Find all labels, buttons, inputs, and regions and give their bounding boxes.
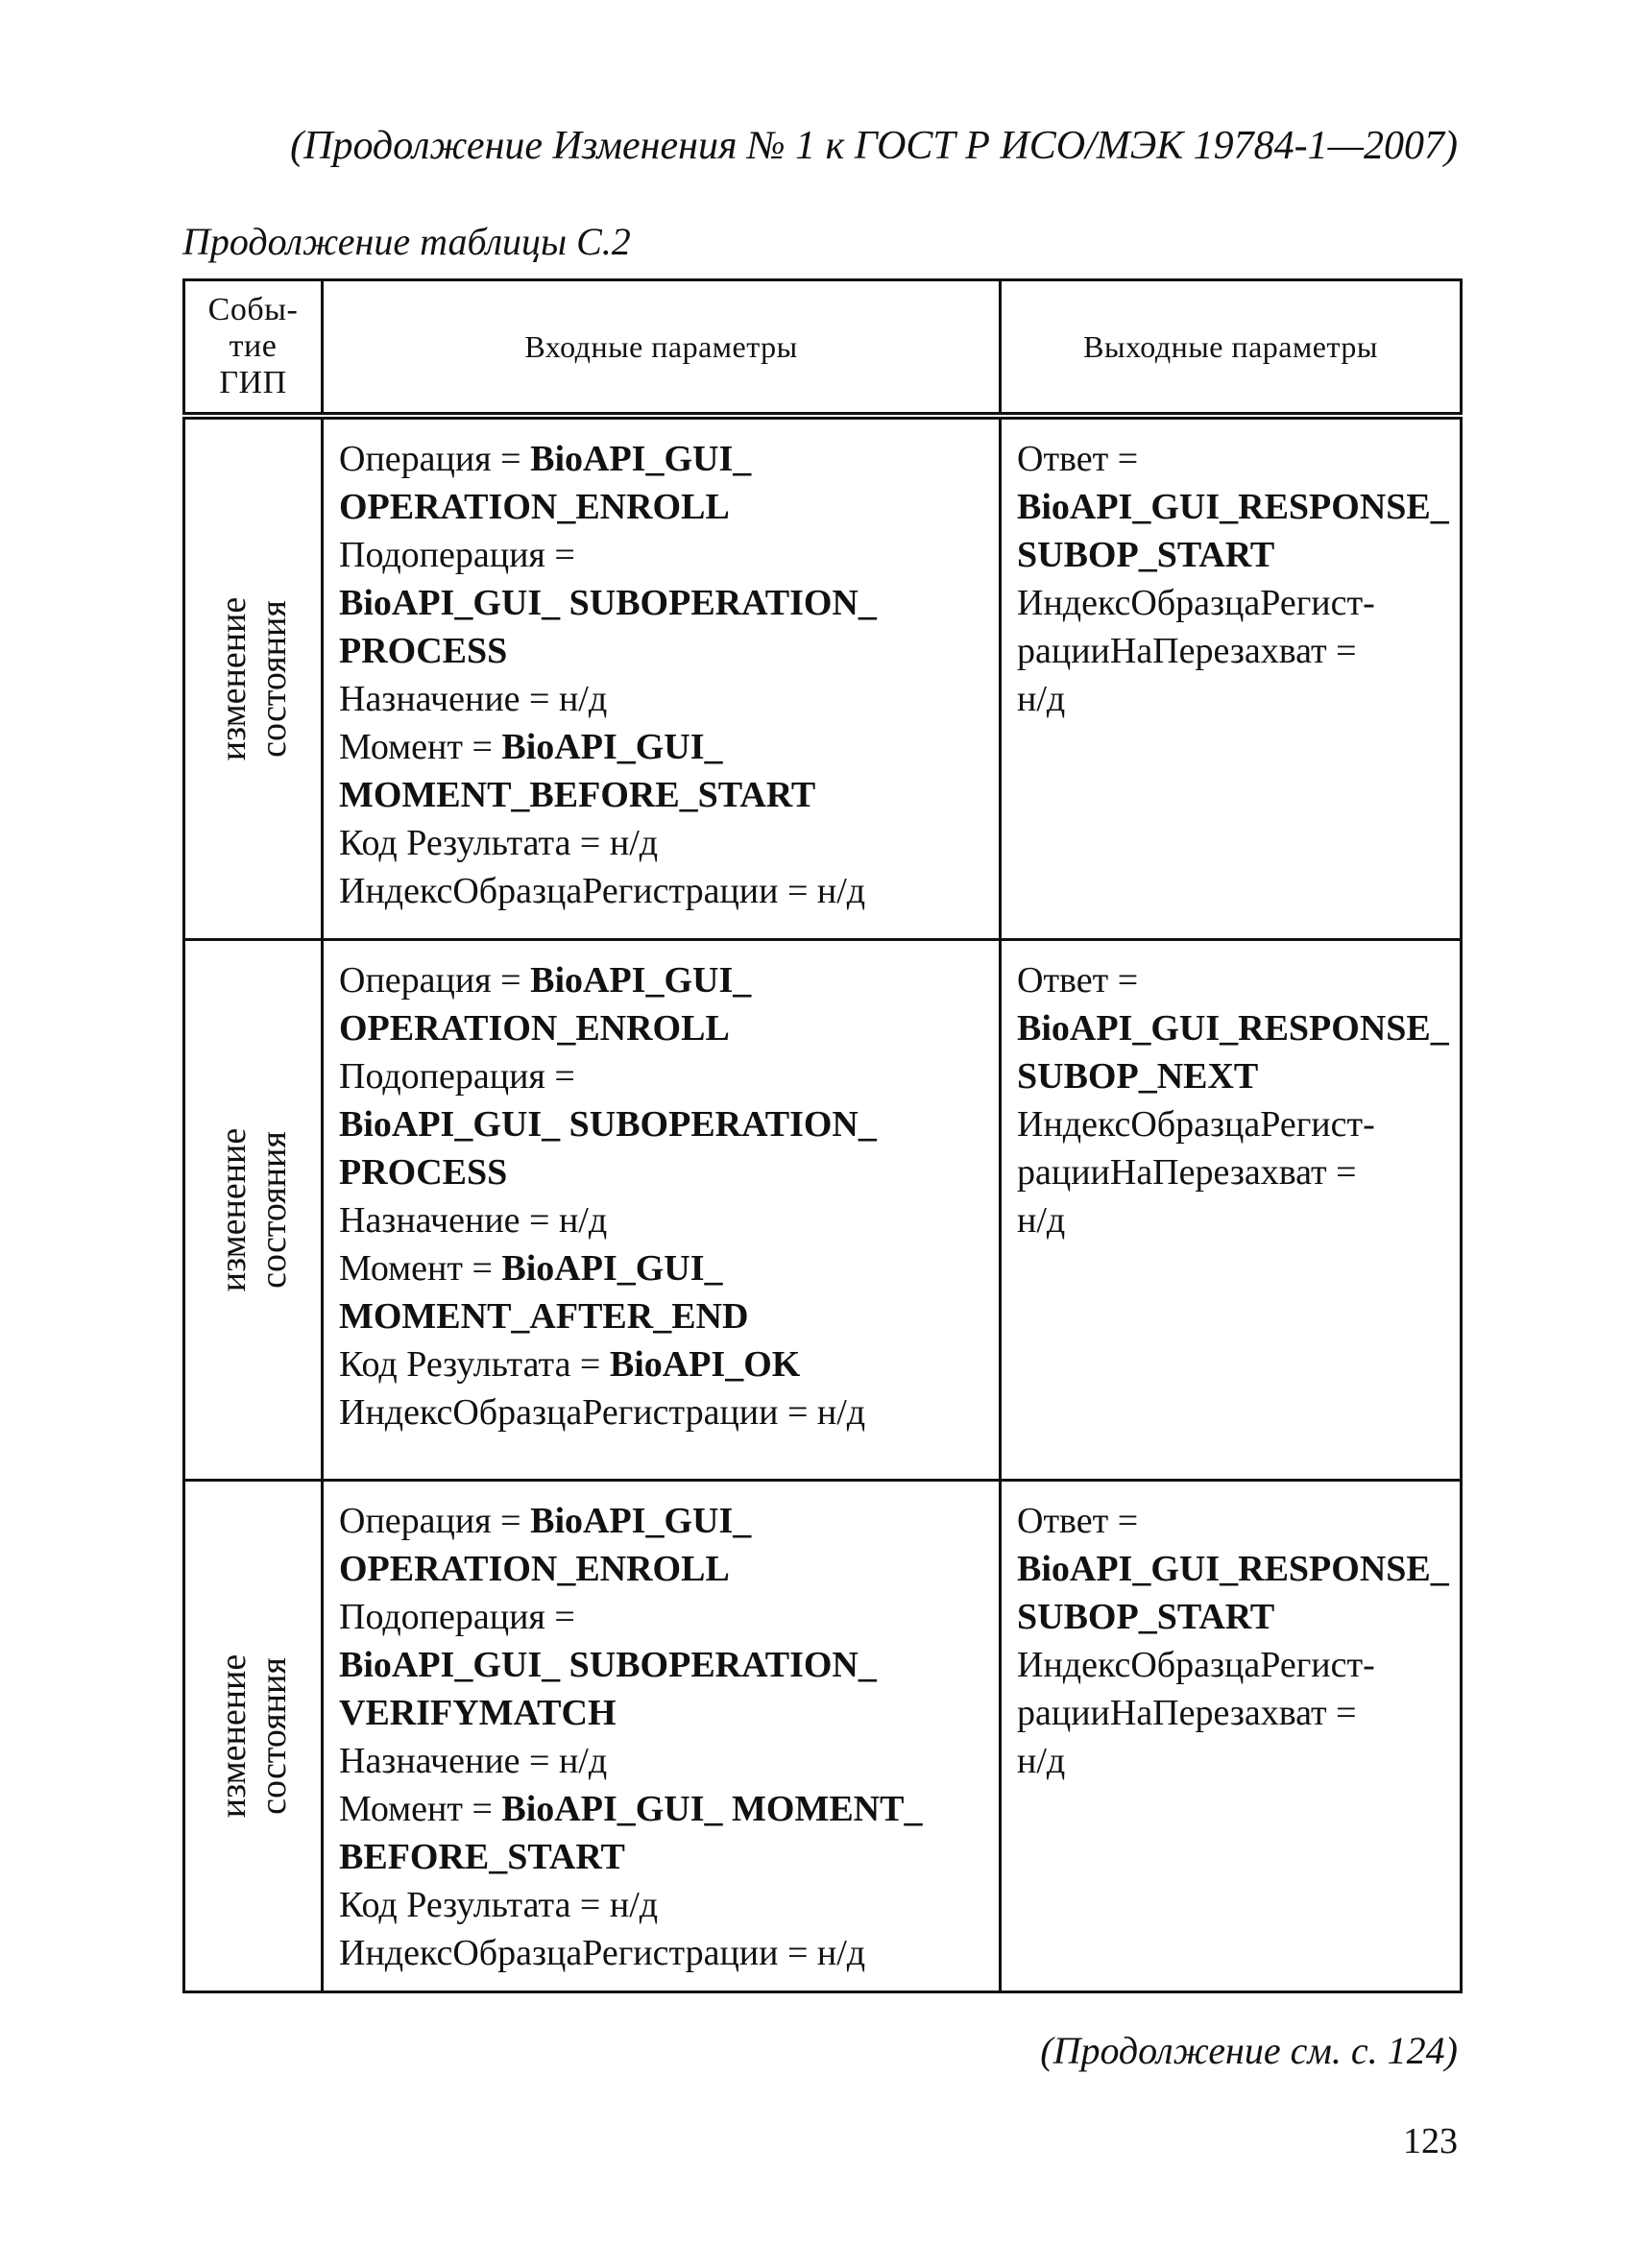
output-param-line: [1017, 1737, 1446, 1785]
input-param-line: [339, 1244, 985, 1292]
output-param-line: [1017, 1148, 1446, 1196]
param-text: Код Результата = н/д: [339, 823, 659, 863]
output-param-line: [1017, 483, 1449, 531]
event-cell: [184, 1481, 323, 1992]
param-constant: BioAPI_GUI_: [501, 1248, 723, 1289]
event-label-line: состояния: [253, 600, 294, 758]
param-text: Подоперация =: [339, 535, 575, 575]
param-constant: MOMENT_BEFORE_START: [339, 775, 816, 815]
running-header: (Продолжение Изменения № 1 к ГОСТ Р ИСО/МЭК 19784-1—2007): [290, 124, 1458, 168]
param-text: Момент =: [339, 727, 502, 767]
param-text: Назначение = н/д: [339, 1200, 608, 1241]
input-param-line: [339, 1148, 985, 1196]
param-text: Код Результата =: [339, 1344, 610, 1385]
input-param-line: [339, 1100, 985, 1148]
input-param-line: [339, 1593, 985, 1641]
param-text: Операция =: [339, 439, 531, 479]
input-param-line: [339, 1689, 985, 1737]
param-constant: BioAPI_GUI_RESPONSE_: [1017, 487, 1449, 527]
header-event-cell: [184, 280, 323, 417]
output-param-line: [1017, 1196, 1446, 1244]
param-text: Назначение = н/д: [339, 679, 608, 719]
input-param-line: [339, 1052, 985, 1100]
param-constant: BioAPI_GUI_ SUBOPERATION_: [339, 1645, 877, 1685]
input-param-line: [339, 956, 985, 1004]
input-param-line: [339, 1833, 985, 1881]
param-constant: PROCESS: [339, 1152, 508, 1193]
param-constant: MOMENT_AFTER_END: [339, 1296, 749, 1337]
input-params-cell: [323, 940, 1001, 1481]
param-text: Операция =: [339, 960, 531, 1001]
param-text: Назначение = н/д: [339, 1741, 608, 1781]
param-text: н/д: [1017, 1200, 1066, 1241]
event-label-line: изменение: [212, 1653, 254, 1819]
input-param-line: [339, 1785, 985, 1833]
header-event-line: тие: [229, 328, 278, 364]
output-param-line: [1017, 1545, 1449, 1593]
input-param-line: [339, 723, 985, 771]
param-constant: BioAPI_GUI_: [530, 439, 752, 479]
input-param-line: [339, 435, 985, 483]
param-text: н/д: [1017, 679, 1066, 719]
param-constant: OPERATION_ENROLL: [339, 1008, 730, 1049]
input-param-line: [339, 1196, 985, 1244]
output-params-cell: [1001, 1481, 1462, 1992]
input-param-line: [339, 531, 985, 579]
input-param-line: [339, 1497, 985, 1545]
output-param-line: [1017, 531, 1446, 579]
event-cell: [184, 416, 323, 940]
param-constant: BioAPI_GUI_ MOMENT_: [501, 1789, 923, 1829]
param-constant: SUBOP_NEXT: [1017, 1056, 1259, 1097]
param-text: Момент =: [339, 1248, 502, 1289]
param-text: ИндексОбразцаРегистрации = н/д: [339, 871, 866, 911]
param-text: ИндексОбразцаРегистрации = н/д: [339, 1933, 866, 1973]
input-param-line: [339, 819, 985, 867]
output-param-line: [1017, 1004, 1449, 1052]
param-constant: VERIFYMATCH: [339, 1693, 617, 1733]
input-param-line: [339, 1340, 985, 1388]
input-param-line: [339, 1929, 985, 1977]
param-constant: BioAPI_GUI_: [501, 727, 723, 767]
output-param-line: [1017, 1052, 1446, 1100]
param-text: ИндексОбразцаРегист-: [1017, 1104, 1375, 1145]
output-param-line: [1017, 956, 1446, 1004]
input-param-line: [339, 1388, 985, 1436]
param-constant: BioAPI_GUI_: [530, 1501, 752, 1541]
param-text: рацииНаПерезахват =: [1017, 1152, 1357, 1193]
table-row: [184, 416, 1462, 940]
input-param-line: [339, 675, 985, 723]
param-constant: SUBOP_START: [1017, 535, 1275, 575]
param-text: ИндексОбразцаРегистрации = н/д: [339, 1392, 866, 1433]
output-param-line: [1017, 1641, 1446, 1689]
param-text: Операция =: [339, 1501, 531, 1541]
event-label-line: изменение: [212, 596, 254, 761]
input-param-line: [339, 1641, 985, 1689]
param-constant: PROCESS: [339, 631, 508, 671]
param-text: рацииНаПерезахват =: [1017, 631, 1357, 671]
output-param-line: [1017, 627, 1446, 675]
param-constant: BioAPI_GUI_RESPONSE_: [1017, 1008, 1449, 1049]
param-text: Ответ =: [1017, 1501, 1139, 1541]
input-param-line: [339, 1881, 985, 1929]
param-constant: OPERATION_ENROLL: [339, 1549, 730, 1589]
header-input-params: Входные параметры: [323, 280, 1001, 417]
output-param-line: [1017, 1593, 1446, 1641]
header-event-line: Собы-: [207, 292, 299, 327]
input-param-line: [339, 579, 985, 627]
input-param-line: [339, 627, 985, 675]
param-text: Ответ =: [1017, 960, 1139, 1001]
param-constant: BEFORE_START: [339, 1837, 625, 1877]
param-constant: OPERATION_ENROLL: [339, 487, 730, 527]
param-constant: SUBOP_START: [1017, 1597, 1275, 1637]
header-output-params: Выходные параметры: [1001, 280, 1462, 417]
input-params-cell: [323, 1481, 1001, 1992]
event-label-line: изменение: [212, 1127, 254, 1292]
output-param-line: [1017, 1497, 1446, 1545]
output-param-line: [1017, 1689, 1446, 1737]
param-constant: BioAPI_GUI_RESPONSE_: [1017, 1549, 1449, 1589]
param-text: ИндексОбразцаРегист-: [1017, 583, 1375, 623]
table-row: [184, 940, 1462, 1481]
param-text: Подоперация =: [339, 1056, 575, 1097]
output-param-line: [1017, 1100, 1446, 1148]
param-text: Код Результата = н/д: [339, 1885, 659, 1925]
output-param-line: [1017, 435, 1446, 483]
continuation-note: (Продолжение см. с. 124): [1040, 2029, 1458, 2072]
param-text: рацииНаПерезахват =: [1017, 1693, 1357, 1733]
param-text: Момент =: [339, 1789, 502, 1829]
output-param-line: [1017, 675, 1446, 723]
table-row: [184, 1481, 1462, 1992]
input-param-line: [339, 1292, 985, 1340]
input-param-line: [339, 483, 985, 531]
output-param-line: [1017, 579, 1446, 627]
param-text: Подоперация =: [339, 1597, 575, 1637]
page-number: 123: [1403, 2121, 1458, 2161]
input-param-line: [339, 867, 985, 915]
gui-events-table: [182, 278, 1463, 1993]
output-params-cell: [1001, 416, 1462, 940]
output-params-cell: [1001, 940, 1462, 1481]
input-param-line: [339, 771, 985, 819]
table-header-row: [184, 280, 1462, 417]
event-label-line: состояния: [253, 1131, 294, 1289]
param-constant: BioAPI_GUI_: [530, 960, 752, 1001]
input-param-line: [339, 1737, 985, 1785]
param-constant: BioAPI_GUI_ SUBOPERATION_: [339, 1104, 877, 1145]
param-text: ИндексОбразцаРегист-: [1017, 1645, 1375, 1685]
input-param-line: [339, 1545, 985, 1593]
input-params-cell: [323, 416, 1001, 940]
event-label-line: состояния: [253, 1657, 294, 1815]
event-cell: [184, 940, 323, 1481]
param-constant: BioAPI_OK: [609, 1344, 801, 1385]
param-text: н/д: [1017, 1741, 1066, 1781]
input-param-line: [339, 1004, 985, 1052]
table-caption: Продолжение таблицы С.2: [182, 220, 631, 263]
header-event-line: ГИП: [219, 365, 287, 400]
param-constant: BioAPI_GUI_ SUBOPERATION_: [339, 583, 877, 623]
param-text: Ответ =: [1017, 439, 1139, 479]
